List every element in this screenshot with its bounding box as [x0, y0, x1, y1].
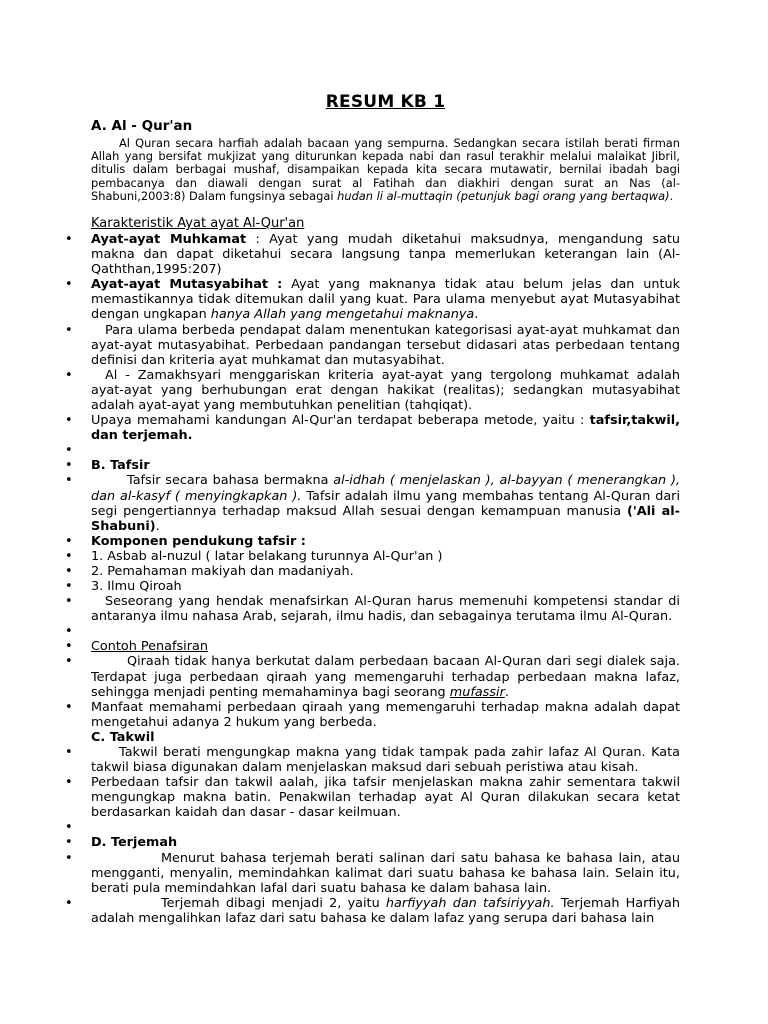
muhkamat-text: : Ayat yang mudah diketahui maksudnya, mengandung satu makna dan dapat diketahui secara langsung tanpa memerlukan keterangan lain (Al-Qaththan,1995:207)	[91, 232, 680, 278]
list-item-empty	[91, 624, 680, 639]
section-d-heading: D. Terjemah	[91, 835, 178, 851]
tafsir-p1-italic: al-idhah ( menjelaskan ), al-bayyan ( menerangkan ), dan al-kasyf ( menyingkapkan ).	[91, 473, 681, 504]
list-item-terjemah-definition	[91, 851, 680, 896]
list-item-tafsir-heading	[91, 458, 680, 473]
kompetensi-text: Seseorang yang hendak menafsirkan Al-Quran harus memenuhi kompetensi standar di antaranya ilmu nahasa Arab, sejarah, ilmu hadis, dan sebagainya terutama ilmu Al-Quran.	[91, 594, 680, 625]
mutasyabihat-end: .	[474, 307, 479, 323]
qiraah-term: mufassir	[449, 684, 505, 700]
list-item-empty	[91, 820, 680, 835]
ulama-text: Para ulama berbeda pendapat dalam menentukan kategorisasi ayat-ayat muhkamat dan ayat-ayat mutasyabihat. Perbedaan pandangan tersebut didasari atas perbedaan tentang definisi dan kriteria ayat muhkamat dan mutasyabihat.	[91, 322, 680, 368]
qiraah-text: Qiraah tidak hanya berkutat dalam perbedaan bacaan Al-Quran dari segi dialek saja. Terdapat juga perbedaan qiraah yang memengaruhi terhadap perbedaan makna lafaz, sehingga menjadi penting memahaminya bagi seorang	[91, 654, 680, 700]
list-item-kompetensi	[91, 594, 680, 624]
list-item-muhkamat	[91, 232, 680, 277]
list-item-manfaat	[91, 700, 680, 745]
list-item-zamakhsyari	[91, 368, 680, 413]
document-title: RESUM KB 1	[325, 92, 446, 112]
list-item-komponen-3: • 3. Ilmu Qiroah	[91, 579, 680, 594]
list-item-takwil-perbedaan	[91, 775, 680, 820]
tafsir-p1-start: Tafsir secara bahasa bermakna	[127, 473, 334, 489]
list-item-terjemah-jenis	[91, 896, 680, 926]
terjemah-p1: Menurut bahasa terjemah berati salinan dari satu bahasa ke bahasa lain, atau mengganti, menyalin, memindahkan kalimat dari suatu bahasa ke bahasa lain. Selain itu, berati pula memindahkan lafal dari suatu bahasa ke dalam bahasa lain.	[91, 850, 680, 896]
intro-end: .	[669, 188, 674, 203]
mutasyabihat-italic: hanya Allah yang mengetahui maknanya	[210, 307, 475, 323]
list-item-tafsir-definition	[91, 473, 680, 533]
list-item-terjemah-heading	[91, 835, 680, 850]
list-item-empty	[91, 443, 680, 458]
list-item-komponen-1: • 1. Asbab al-nuzul ( latar belakang turunnya Al-Qur'an )	[91, 549, 680, 564]
bullet-list	[91, 232, 680, 926]
list-item-mutasyabihat	[91, 277, 680, 322]
tafsir-p1-bold: ('Ali al-Shabuni)	[91, 503, 680, 534]
intro-text: Al Quran secara harfiah adalah bacaan yang sempurna. Sedangkan secara istilah berati firman Allah yang bersifat mukjizat yang diturunkan kepada nabi dan rasul terakhir melalui malaikat Jibril, ditulis dalam berbagai mushaf, disampaikan kepada kita secara mutawatir, bernilai ibadah bagi pembacanya dan diawali dengan surat al Fatihah dan diakhiri dengan surat an Nas (al-Shabuni,2003:8) Dalam fungsinya sebagai	[91, 136, 680, 203]
terjemah-p2-italic: harfiyyah dan tafsiriyyah.	[385, 895, 555, 911]
manfaat-text: Manfaat memahami perbedaan qiraah yang memengaruhi terhadap makna adalah dapat mengetahui adanya 2 hukum yang berbeda.	[91, 699, 680, 730]
tafsir-p1-mid: Tafsir adalah ilmu yang membahas tentang Al-Quran dari segi pengertiannya terhadap maksud Allah sesuai dengan kemampuan manusia	[91, 488, 681, 519]
tafsir-p1-end: .	[155, 518, 160, 534]
list-item-takwil-definition	[91, 745, 680, 775]
komponen-heading: Komponen pendukung tafsir :	[91, 533, 306, 549]
list-item-ulama	[91, 323, 680, 368]
list-item-komponen-heading	[91, 534, 680, 549]
upaya-bold: tafsir,takwil, dan terjemah.	[91, 413, 680, 444]
list-item-upaya	[91, 413, 680, 443]
muhkamat-label: Ayat-ayat Muhkamat	[91, 232, 247, 248]
upaya-text: Upaya memahami kandungan Al-Qur'an terdapat beberapa metode, yaitu :	[91, 413, 590, 429]
contoh-heading: Contoh Penafsiran	[91, 639, 208, 655]
section-a-heading: A. Al - Qur'an	[91, 118, 193, 134]
takwil-p1: Takwil berati mengungkap makna yang tidak tampak pada zahir lafaz Al Quran. Kata takwil biasa digunakan dalam menjelaskan maksud dari sebuah peristiwa atau kisah.	[91, 745, 680, 776]
karakteristik-heading: Karakteristik Ayat ayat Al-Qur'an	[91, 216, 305, 232]
terjemah-p2-start: Terjemah dibagi menjadi 2, yaitu	[161, 895, 386, 911]
spacer	[91, 203, 680, 216]
list-item-komponen-2: • 2. Pemahaman makiyah dan madaniyah.	[91, 564, 680, 579]
list-item-contoh-heading	[91, 639, 680, 654]
mutasyabihat-label: Ayat-ayat Mutasyabihat :	[91, 277, 283, 293]
intro-italic: hudan li al-muttaqin (petunjuk bagi orang yang bertaqwa)	[337, 188, 670, 203]
section-b-heading: B. Tafsir	[91, 458, 150, 474]
takwil-p2: Perbedaan tafsir dan takwil aalah, jika tafsir menjelaskan makna zahir sementara takwil mengungkap makna batin. Penakwilan terhadap ayat Al Quran dilakukan secara ketat berdasarkan kaidah dan dasar - dasar keilmuan.	[91, 775, 680, 821]
qiraah-end: .	[504, 684, 509, 700]
section-c-heading: C. Takwil	[91, 729, 155, 745]
list-item-qiraah	[91, 654, 680, 699]
zamakhsyari-text: Al - Zamakhsyari menggariskan kriteria ayat-ayat yang tergolong muhkamat adalah ayat-ayat yang berhubungan erat dengan hakikat (realitas); sedangkan mutasyabihat adalah ayat-ayat yang membutuhkan penelitian (tahqiqat).	[91, 367, 680, 414]
section-a-intro	[91, 137, 680, 203]
terjemah-p2-end: Terjemah Harfiyah adalah mengalihkan lafaz dari satu bahasa ke dalam lafaz yang serupa dari bahasa lain	[91, 895, 680, 926]
mutasyabihat-text: Ayat yang maknanya tidak atau belum jelas dan untuk memastikannya tidak ditemukan dalil yang kuat. Para ulama menyebut ayat Mutasyabihat dengan ungkapan	[91, 277, 680, 323]
